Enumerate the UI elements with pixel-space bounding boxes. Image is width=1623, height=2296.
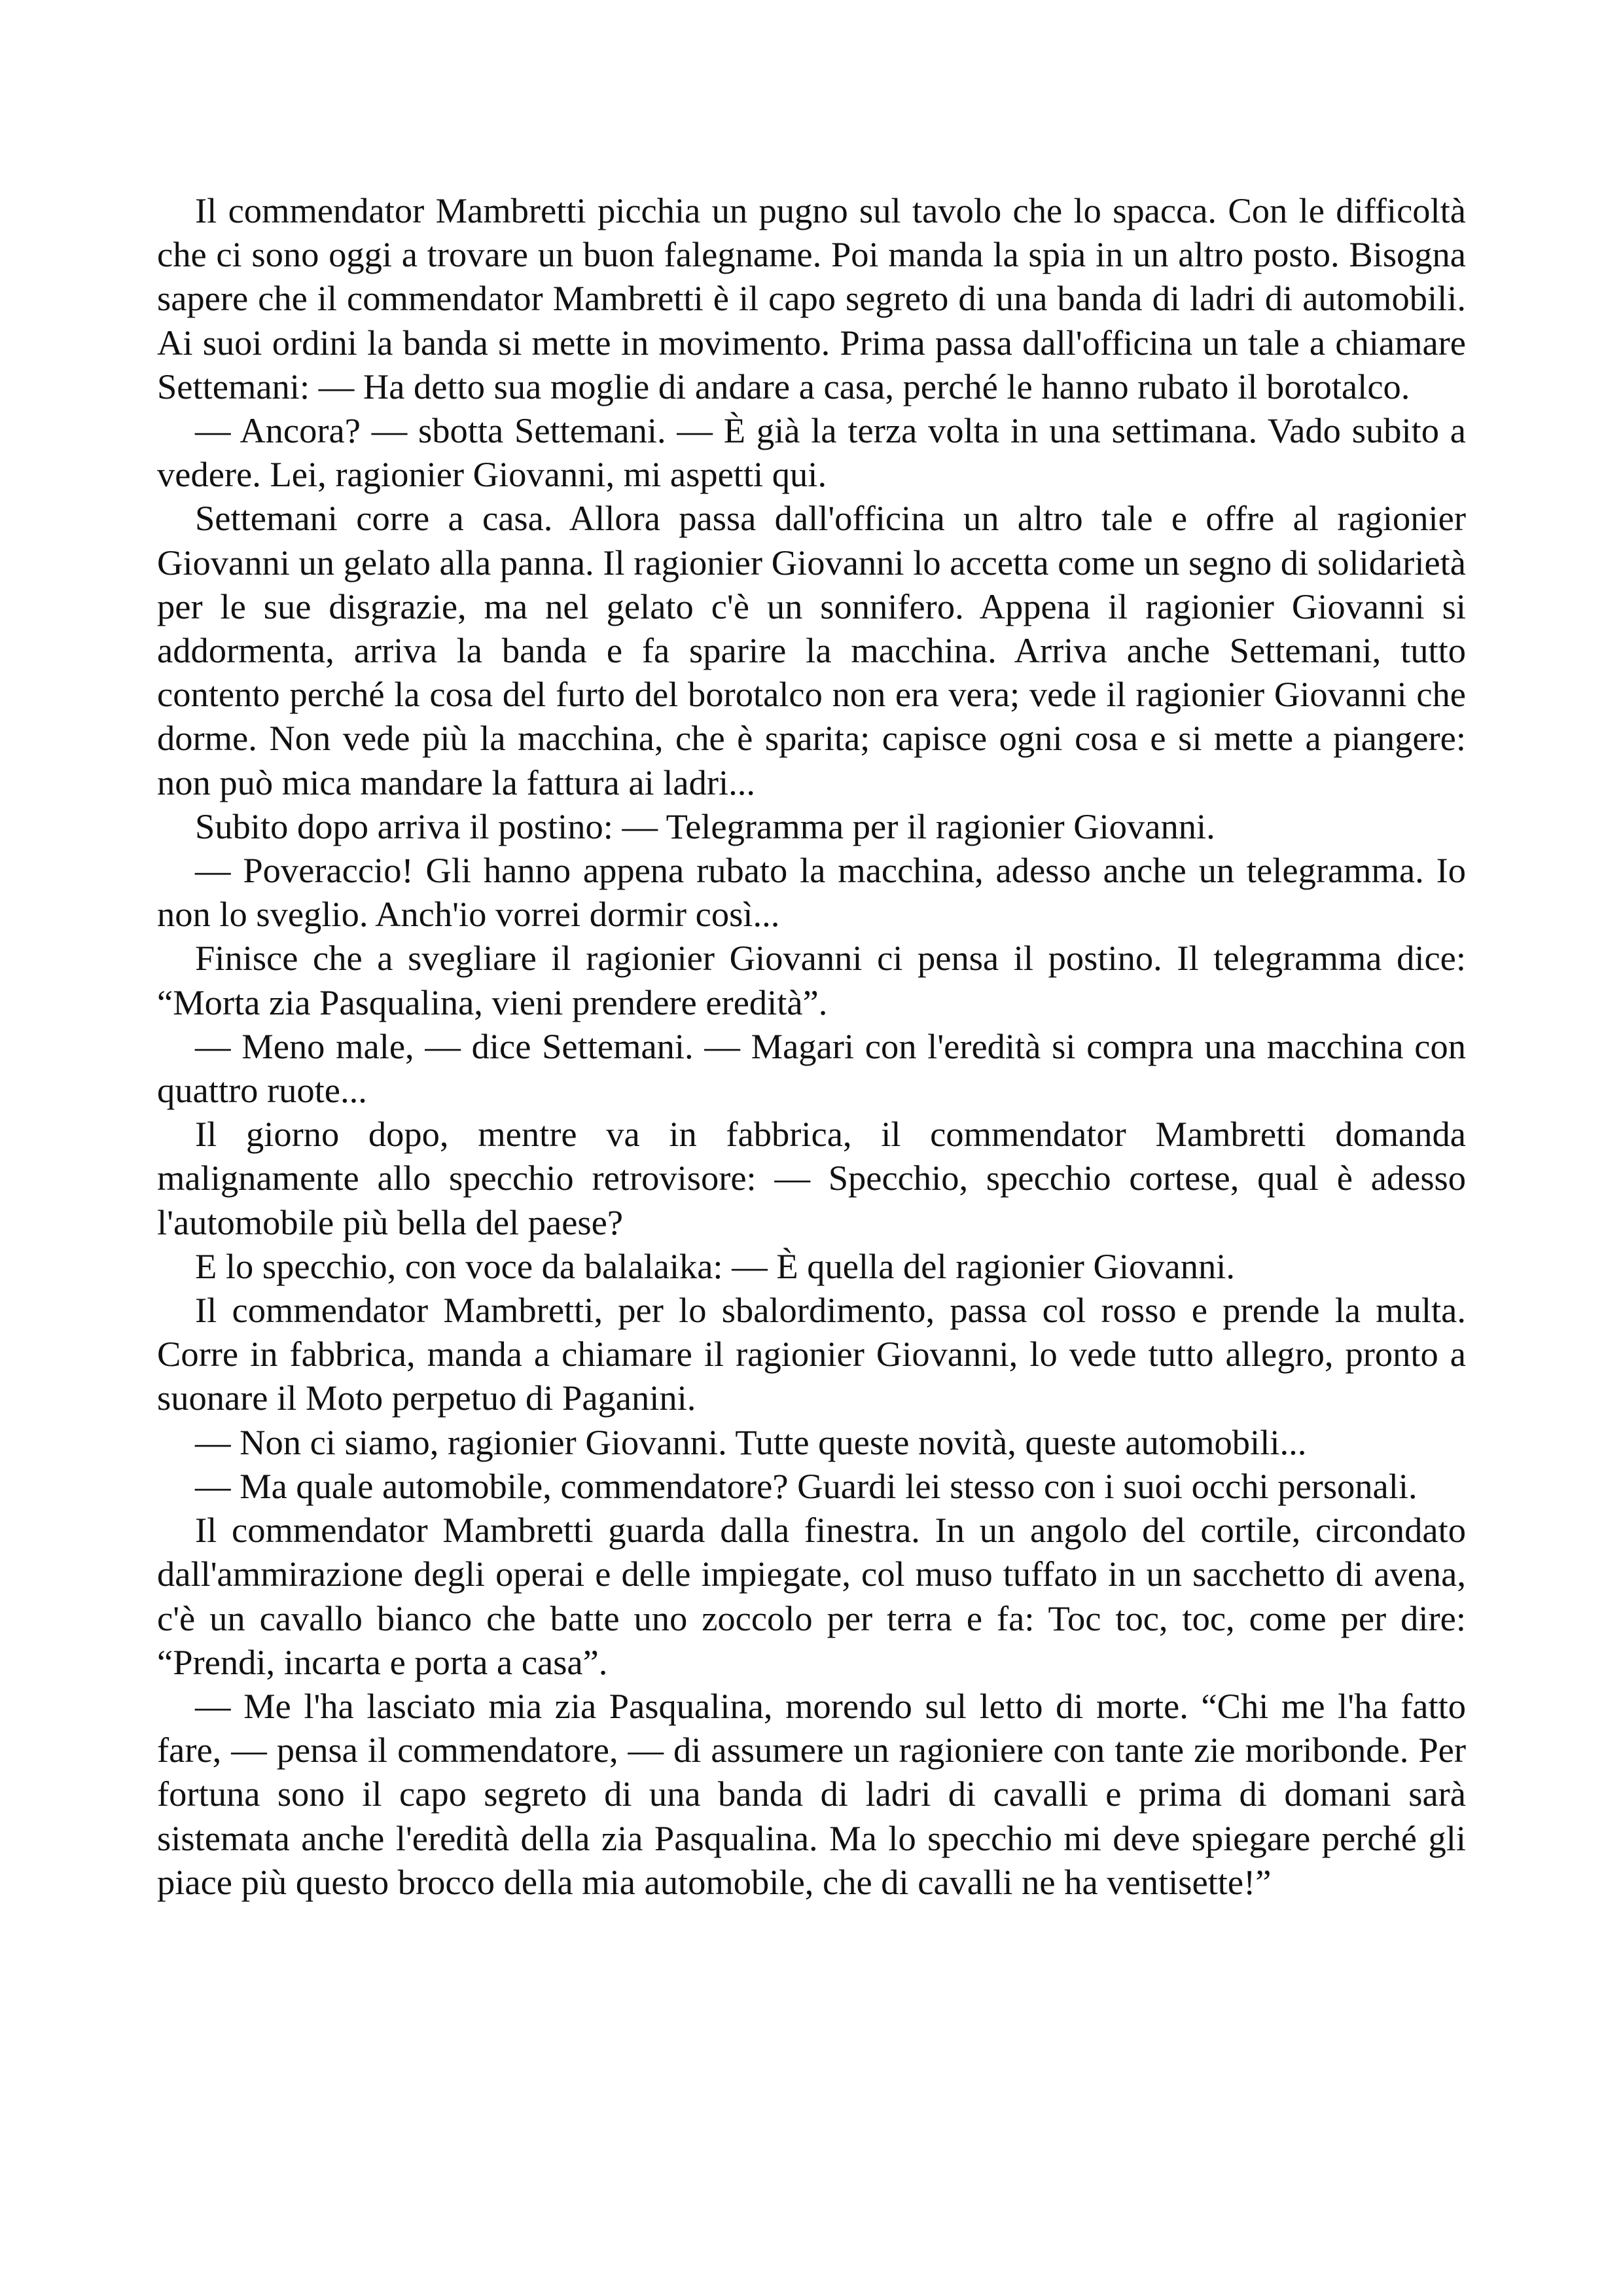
paragraph: — Me l'ha lasciato mia zia Pasqualina, morendo sul letto di morte. “Chi me l'ha fatto fare, — pensa il commendatore, — di assumere un ragioniere con tante zie moribonde. Per fortuna sono il capo segreto di una banda di ladri di cavalli e prima di domani sarà sistemata anche l'eredità della zia Pasqualina. Ma lo specchio mi deve spiegare perché gli piace più questo brocco della mia automobile, che di cavalli ne ha ventisette!” (157, 1685, 1466, 1902)
paragraph: — Ancora? — sbotta Settemani. — È già la terza volta in una settimana. Vado subito a vedere. Lei, ragionier Giovanni, mi aspetti qui. (157, 410, 1466, 495)
paragraph: Il commendator Mambretti picchia un pugno sul tavolo che lo spacca. Con le difficoltà che ci sono oggi a trovare un buon falegname. Poi manda la spia in un altro posto. Bisogna sapere che il commendator Mambretti è il capo segreto di una banda di ladri di automobili. Ai suoi ordini la banda si mette in movimento. Prima passa dall'officina un tale a chiamare Settemani: — Ha detto sua moglie di andare a casa, perché le hanno rubato il borotalco. (157, 190, 1466, 406)
paragraph: Subito dopo arriva il postino: — Telegramma per il ragionier Giovanni. (195, 806, 1215, 846)
paragraph: — Non ci siamo, ragionier Giovanni. Tutte queste novità, queste automobili... (195, 1422, 1307, 1462)
document-page (157, 188, 1466, 1904)
paragraph: E lo specchio, con voce da balalaika: — È quella del ragionier Giovanni. (195, 1246, 1236, 1286)
paragraph: Il giorno dopo, mentre va in fabbrica, il commendator Mambretti domanda malignamente allo specchio retrovisore: — Specchio, specchio cortese, qual è adesso l'automobile più bella del paese? (157, 1114, 1466, 1242)
paragraph: Settemani corre a casa. Allora passa dall'officina un altro tale e offre al ragionier Giovanni un gelato alla panna. Il ragionier Giovanni lo accetta come un segno di solidarietà per le sue disgrazie, ma nel gelato c'è un sonnifero. Appena il ragionier Giovanni si addormenta, arriva la banda e fa sparire la macchina. Arriva anche Settemani, tutto contento perché la cosa del furto del borotalco non era vera; vede il ragionier Giovanni che dorme. Non vede più la macchina, che è sparita; capisce ogni cosa e si mette a piangere: non può mica mandare la fattura ai ladri... (157, 498, 1466, 802)
paragraph: — Meno male, — dice Settemani. — Magari con l'eredità si compra una macchina con quattro ruote... (157, 1026, 1466, 1111)
paragraph: — Ma quale automobile, commendatore? Guardi lei stesso con i suoi occhi personali. (195, 1465, 1418, 1506)
paragraph: Il commendator Mambretti guarda dalla finestra. In un angolo del cortile, circondato dall'ammirazione degli operai e delle impiegate, col muso tuffato in un sacchetto di avena, c'è un cavallo bianco che batte uno zoccolo per terra e fa: Toc toc, toc, come per dire: “Prendi, incarta e porta a casa”. (157, 1510, 1466, 1682)
paragraph: Il commendator Mambretti, per lo sbalordimento, passa col rosso e prende la multa. Corre in fabbrica, manda a chiamare il ragionier Giovanni, lo vede tutto allegro, pronto a suonare il Moto perpetuo di Paganini. (157, 1290, 1466, 1418)
paragraph: Finisce che a svegliare il ragionier Giovanni ci pensa il postino. Il telegramma dice: “Morta zia Pasqualina, vieni prendere eredità”. (157, 938, 1466, 1022)
paragraph: — Poveraccio! Gli hanno appena rubato la macchina, adesso anche un telegramma. Io non lo sveglio. Anch'io vorrei dormir così... (157, 850, 1466, 935)
